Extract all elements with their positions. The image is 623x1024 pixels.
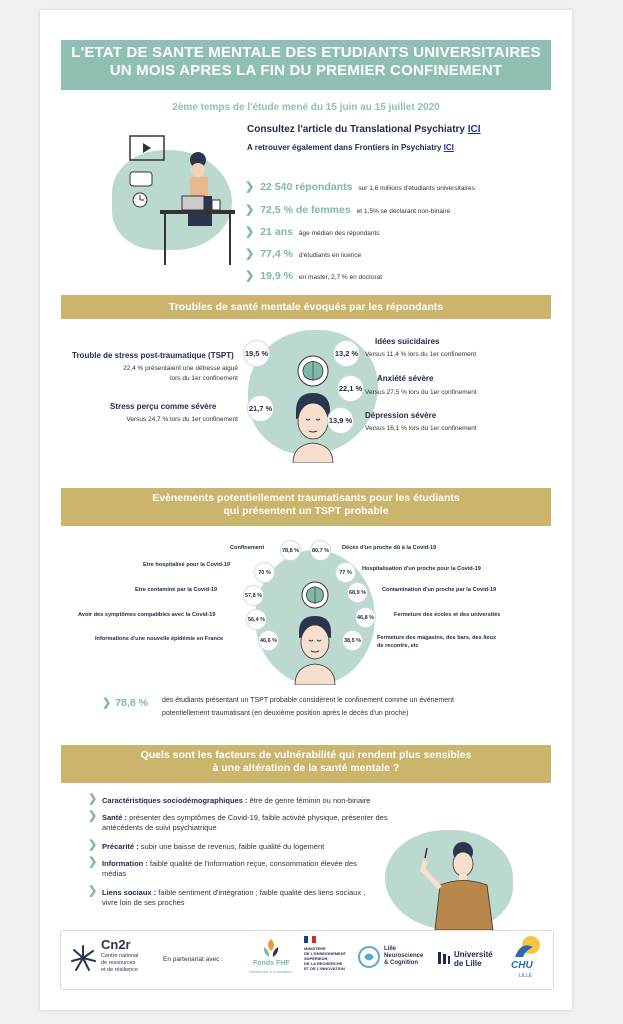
event-ecoles-pct: 46,8 % (355, 607, 376, 628)
thinking-man-illustration (405, 840, 515, 930)
title-line1: L'ETAT DE SANTE MENTALE DES ETUDIANTS UNIVERSITAIRES (71, 44, 541, 61)
event-ecoles-label: Fermeture des écoles et des universités (394, 612, 501, 618)
lille-neuroscience-text: Lille Neuroscience & Cognition (384, 946, 424, 966)
factor-liens: ❯ Liens sociaux : faible sentiment d'intégration ; faible qualité des liens sociaux , vivre loin de ses proches (88, 885, 366, 907)
event-magasins-label2: de recontre, etc (377, 643, 419, 649)
idees-label: Idées suicidaires (375, 337, 440, 346)
stat-licence: ❯ 77,4 % d'étudiants en licence (245, 248, 362, 260)
cn2r-name: Cn2r (101, 937, 131, 952)
frontiers-link[interactable]: ICI (443, 143, 454, 152)
event-deces-label: Décès d'un proche dû à la Covid-19 (342, 545, 437, 551)
tspt-note2: lors du 1er confinement (170, 375, 238, 382)
chevron-right-icon: ❯ (88, 856, 98, 868)
cn2r-subtitle: Centre national de ressources et de résilience (101, 953, 139, 973)
events-summary-line1: des étudiants présentant un TSPT probable considèrent le confinement comme un événement (162, 697, 454, 704)
event-hospitalise-pct: 70 % (254, 562, 275, 583)
events-heading: Evènements potentiellement traumatisants pour les étudiants qui présentent un TSPT probable (61, 488, 551, 526)
event-contam-proche-pct: 68,9 % (347, 582, 368, 603)
chevron-right-icon: ❯ (88, 885, 98, 897)
stat-women: ❯ 72,5 % de femmes et 1,5% se déclarant non-binaire (245, 204, 451, 216)
chu-lille-logo-icon (511, 935, 545, 959)
depression-pct: 13,9 % (327, 407, 354, 434)
events-summary-pct: ❯ 78,8 % (102, 697, 148, 709)
fhf-name: Fonds FHF (253, 960, 290, 967)
event-hospitalise-label: Etre hospitalisé pour la Covid-19 (143, 562, 231, 568)
partner-label: En partenariat avec : (163, 956, 223, 963)
event-contamine-pct: 57,8 % (243, 585, 264, 606)
depression-note: Versus 16,1 % lors du 1er confinement (365, 425, 477, 432)
anxiete-label: Anxiété sévère (377, 374, 434, 383)
universite-lille-text: Université de Lille (454, 950, 493, 968)
chevron-right-icon: ❯ (102, 697, 112, 709)
french-flag-icon (304, 936, 316, 943)
anxiete-pct: 22,1 % (337, 375, 364, 402)
depression-label: Dépression sévère (365, 411, 437, 420)
infographic-page (40, 10, 572, 1010)
anxiete-note: Versus 27,5 % lors du 1er confinement (365, 389, 477, 396)
chu-subtitle: LILLE (519, 973, 533, 979)
translational-psychiatry-link[interactable]: ICI (467, 124, 481, 135)
student-laptop-illustration (120, 130, 245, 270)
idees-note: Versus 11,4 % lors du 1er confinement (365, 351, 477, 358)
event-confinement-pct: 78,8 % (280, 540, 301, 561)
fhf-subtitle: Recherche & Innovation (249, 969, 292, 974)
stat-master: ❯ 19,9 % en master, 2,7 % en doctorat (245, 270, 383, 282)
idees-pct: 13,2 % (333, 340, 360, 367)
chevron-right-icon: ❯ (88, 810, 98, 822)
universite-lille-logo-icon (437, 951, 451, 965)
stat-respondents: ❯ 22 540 répondants sur 1,6 millions d'étudiants universitaires (245, 181, 475, 193)
fhf-logo-icon (261, 937, 281, 959)
tspt-pct: 19,5 % (243, 340, 270, 367)
chevron-right-icon: ❯ (245, 248, 255, 260)
factor-information: ❯ Information : faible qualité de l'information reçue, consommation élevée des médias (88, 856, 357, 878)
event-confinement-label: Confinement (230, 545, 265, 551)
partners-footer (60, 930, 554, 990)
events-summary-line2: potentiellement traumatisant (en deuxième position après le décès d'un proche) (162, 710, 409, 717)
factors-heading: Quels sont les facteurs de vulnérabilité qui rendent plus sensibles à une altération de la santé mentale ? (61, 745, 551, 783)
stress-pct: 21,7 % (247, 395, 274, 422)
event-hosp-proche-label: Hospitalisation d'un proche pour la Covid-19 (362, 566, 481, 572)
lille-neuroscience-logo-icon (357, 945, 381, 969)
factor-sante: ❯ Santé : présenter des symptômes de Covid-19, faible activité physique, présenter des antécédents de suivi psychiatrique (88, 810, 388, 832)
chevron-right-icon: ❯ (245, 226, 255, 238)
article-line1: Consultez l'article du Translational Psychiatry ICI (247, 124, 481, 135)
chevron-right-icon: ❯ (88, 793, 98, 805)
tspt-label: Trouble de stress post-traumatique (TSPT) (72, 351, 234, 360)
chevron-right-icon: ❯ (245, 204, 255, 216)
event-symptomes-label: Avoir des symptômes compatibles avec la Covid-19 (78, 612, 216, 618)
event-information-label: Informations d'une nouvelle épidémie en France (95, 636, 224, 642)
troubles-heading: Troubles de santé mentale évoqués par les répondants (61, 295, 551, 319)
stress-note: Versus 24,7 % lors du 1er confinement (126, 416, 238, 423)
event-contamine-label: Etre contaminé par la Covid-19 (135, 587, 218, 593)
study-period: 2ème temps de l'étude mené du 15 juin au 15 juillet 2020 (172, 102, 440, 113)
event-magasins-pct: 38,5 % (342, 630, 363, 651)
chevron-right-icon: ❯ (245, 270, 255, 282)
event-deces-pct: 80,7 % (310, 540, 331, 561)
chevron-right-icon: ❯ (245, 181, 255, 193)
event-contam-proche-label: Contamination d'un proche par la Covid-19 (382, 587, 497, 593)
factor-precarite: ❯ Précarité : subir une baisse de revenus, faible qualité du logement (88, 839, 325, 851)
event-symptomes-pct: 56,4 % (246, 609, 267, 630)
factor-socio: ❯ Caractéristiques sociodémographiques : être de genre féminin ou non-binaire (88, 793, 371, 805)
cn2r-logo-icon (69, 943, 97, 973)
ministere-text: MINISTÈRE DE L'ENSEIGNEMENT SUPÉRIEUR, DE LA RECHERCHE ET DE L'INNOVATION (304, 946, 347, 971)
event-magasins-label: Fermeture des magasins, des bars, des lieux (377, 635, 497, 641)
title-line2: UN MOIS APRES LA FIN DU PREMIER CONFINEMENT (109, 62, 503, 79)
chu-name: CHU (511, 960, 533, 971)
stat-median-age: ❯ 21 ans âge médian des répondants (245, 226, 380, 238)
tspt-note1: 22,4 % présentaient une détresse aiguë (123, 365, 238, 372)
article-line2: A retrouver également dans Frontiers in Psychiatry ICI (247, 143, 454, 152)
event-information-pct: 46,6 % (258, 630, 279, 651)
chevron-right-icon: ❯ (88, 839, 98, 851)
head-brain-illustration-2 (285, 580, 345, 685)
stress-label: Stress perçu comme sévère (110, 402, 217, 411)
title-banner (61, 40, 551, 90)
event-hosp-proche-pct: 77 % (335, 562, 356, 583)
